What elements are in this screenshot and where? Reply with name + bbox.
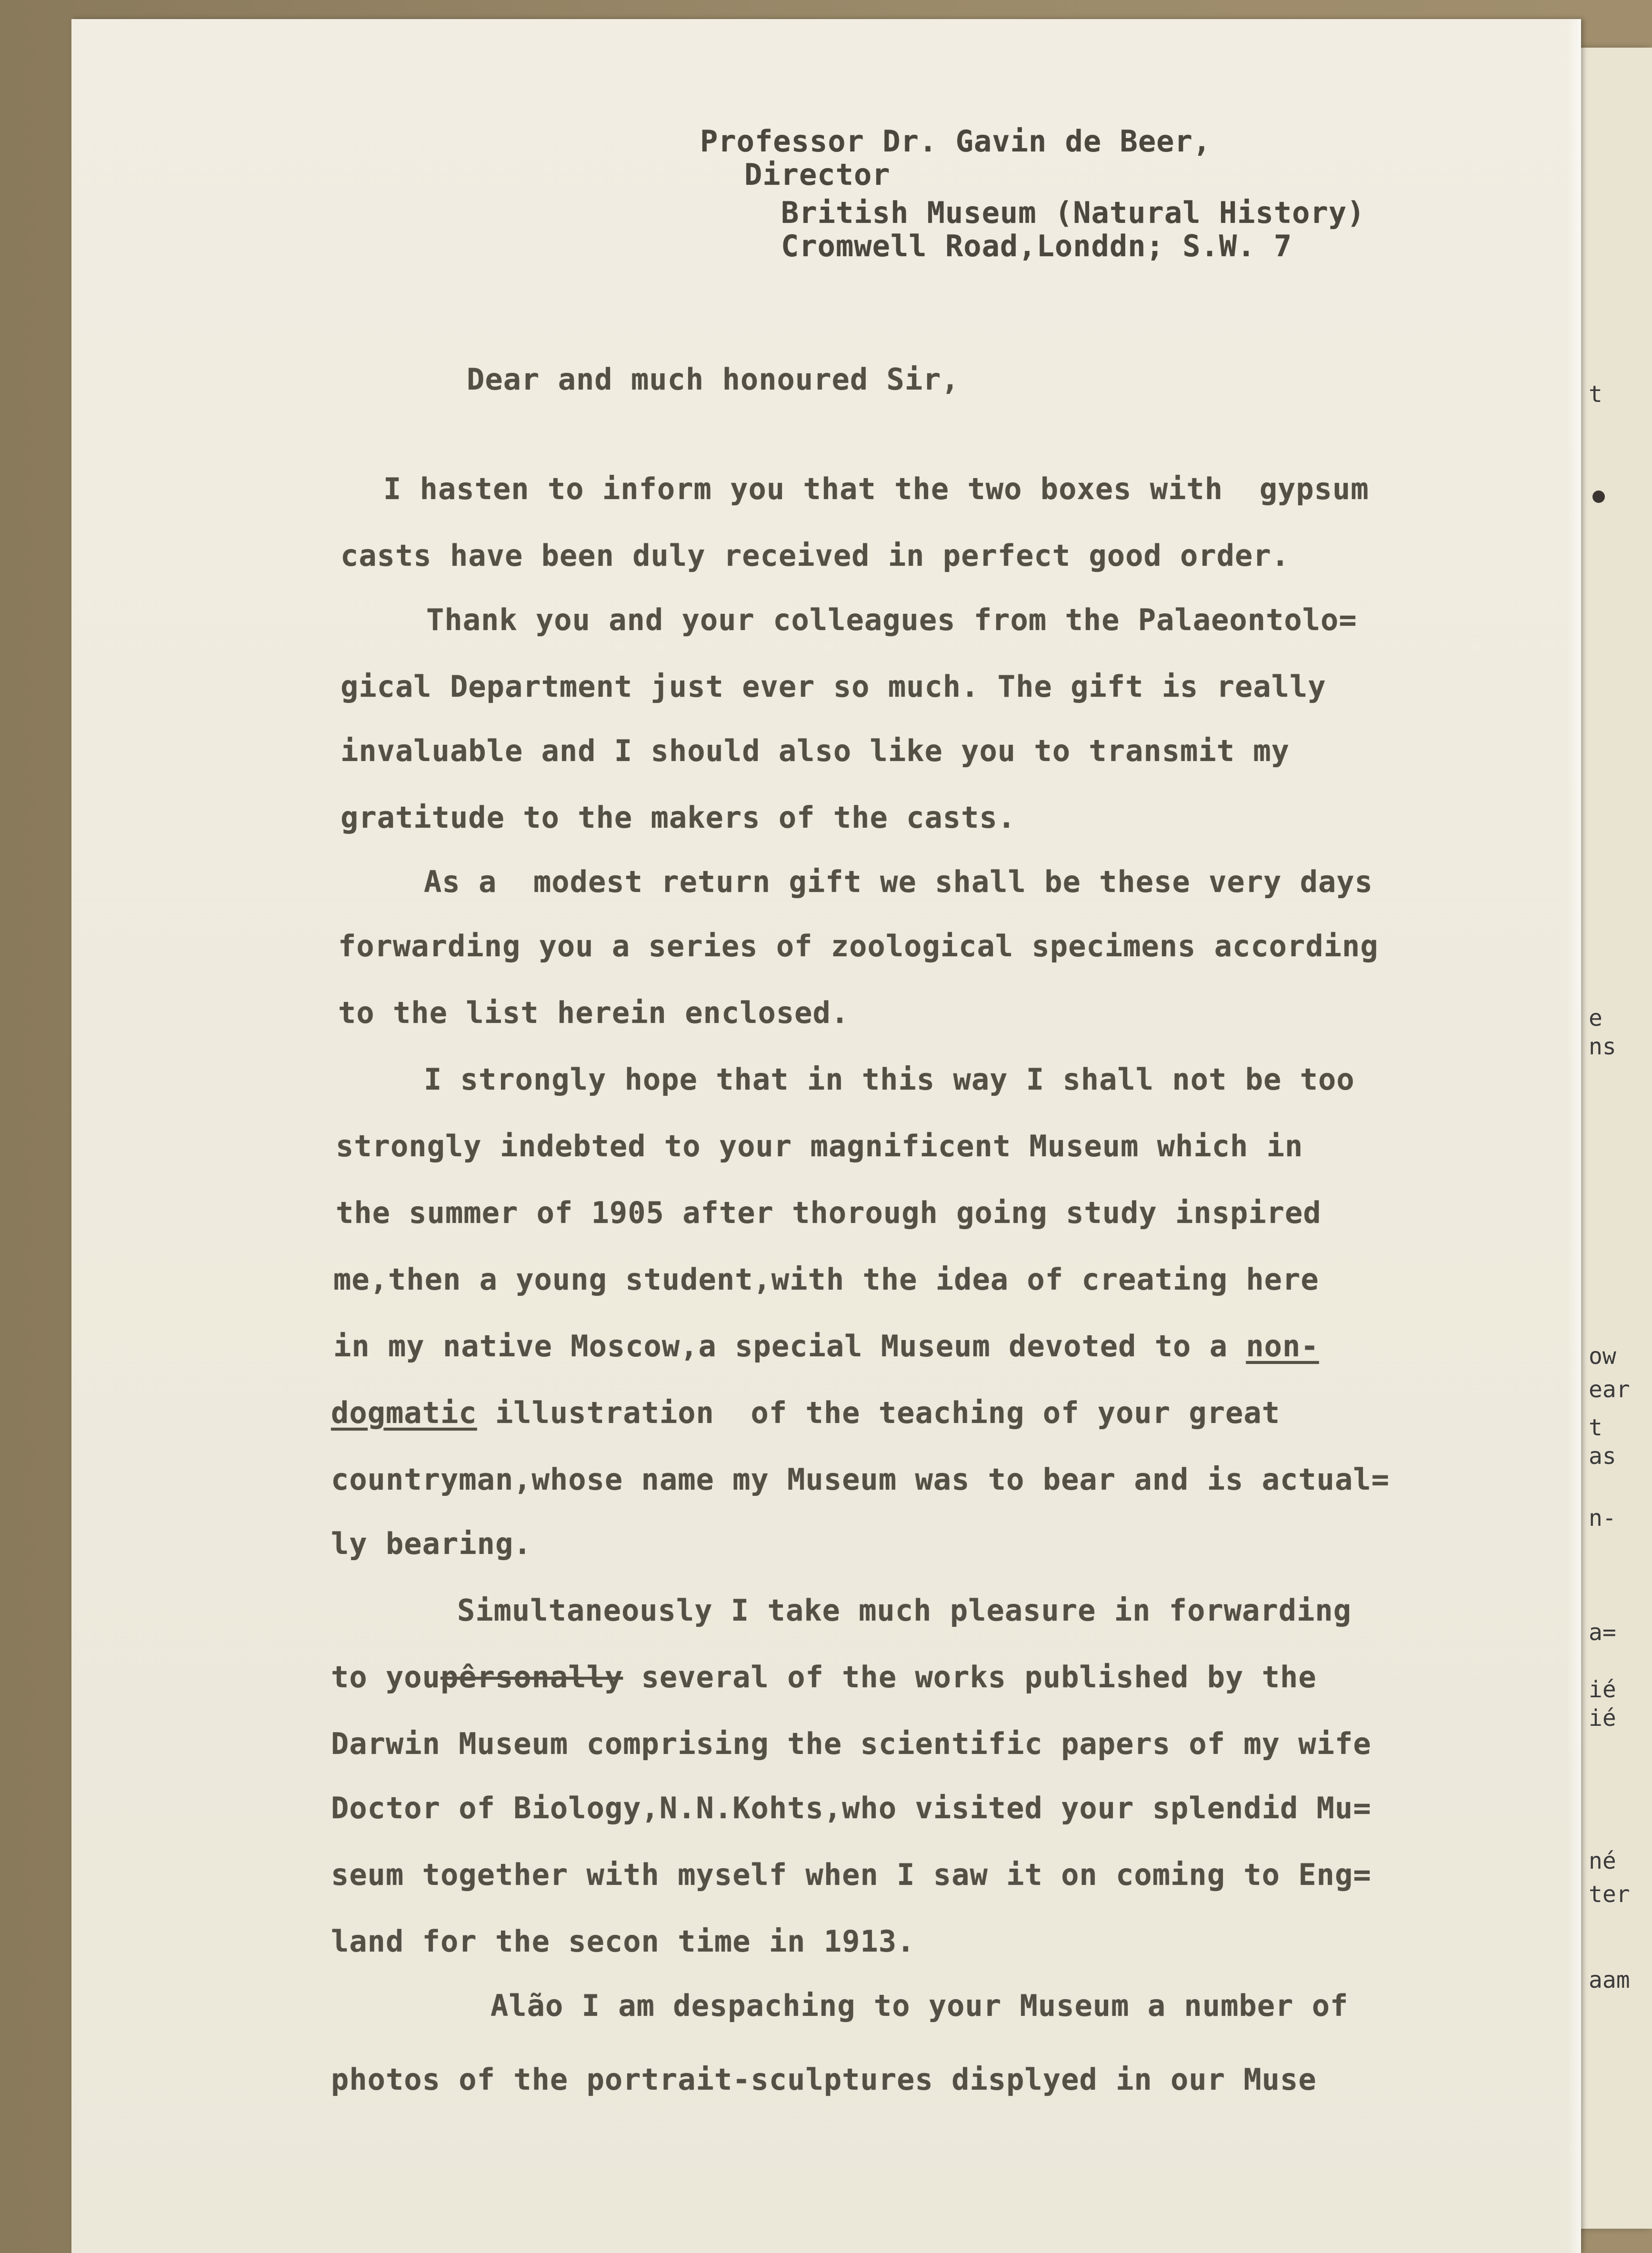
letter-line: photos of the portrait-sculptures displyed in our Muse [331, 2062, 1317, 2097]
margin-fragment: t [1589, 381, 1602, 408]
margin-fragment: ns [1589, 1033, 1616, 1060]
letter-line: the summer of 1905 after thorough going study inspired [336, 1195, 1322, 1230]
margin-fragment: as [1589, 1443, 1616, 1470]
letter-text: in my native Moscow,a special Museum devoted to a [333, 1329, 1246, 1363]
margin-fragment: t [1589, 1414, 1602, 1441]
letter-line: seum together with myself when I saw it on coming to Eng= [331, 1857, 1372, 1892]
letter-line: Thank you and your colleagues from the Palaeontolo= [426, 602, 1357, 637]
letter-line: I hasten to inform you that the two boxes with gypsum [383, 471, 1369, 506]
letter-line: gical Department just ever so much. The gift is really [340, 669, 1326, 704]
letter-line: gratitude to the makers of the casts. [340, 800, 1016, 835]
letter-line [331, 1395, 1280, 1430]
margin-fragment: n- [1589, 1505, 1616, 1532]
letter-line: me,then a young student,with the idea of creating here [333, 1262, 1319, 1297]
letter-line: Doctor of Biology,N.N.Kohts,who visited your splendid Mu= [331, 1791, 1372, 1825]
margin-fragment: ear [1589, 1376, 1630, 1403]
margin-fragment: a= [1589, 1619, 1616, 1646]
letter-line: strongly indebted to your magnificent Museum which in [336, 1129, 1303, 1163]
letter-text: to you [331, 1660, 441, 1694]
margin-fragment: e [1589, 1005, 1602, 1031]
letter-text: several of the works published by the [623, 1660, 1317, 1694]
letter-line: countryman,whose name my Museum was to bear and is actual= [331, 1462, 1390, 1497]
letter-line [331, 1660, 1317, 1694]
address-line-street: Cromwell Road,Londdn; S.W. 7 [781, 229, 1292, 263]
salutation: Dear and much honoured Sir, [467, 362, 960, 397]
letter-line: I strongly hope that in this way I shall not be too [424, 1062, 1355, 1097]
corrected-word: pêrsonally [440, 1660, 623, 1694]
address-line-title: Director [744, 157, 891, 192]
letter-line: forwarding you a series of zoological specimens according [338, 929, 1379, 963]
typewritten-letter-page [71, 19, 1581, 2253]
letter-line: As a modest return gift we shall be these very days [424, 864, 1373, 899]
letter-line: to the list herein enclosed. [338, 995, 850, 1030]
letter-line: Simultaneously I take much pleasure in forwarding [457, 1593, 1352, 1628]
margin-fragment: ié [1589, 1705, 1616, 1732]
letter-text: illustration of the teaching of your great [477, 1395, 1281, 1430]
underlying-page [1572, 48, 1652, 2229]
letter-line: Alão I am despaching to your Museum a number of [491, 1988, 1349, 2023]
letter-line: Darwin Museum comprising the scientific papers of my wife [331, 1726, 1372, 1761]
ink-blot [1592, 491, 1605, 503]
margin-fragment: ter [1589, 1881, 1630, 1908]
margin-fragment: ié [1589, 1676, 1616, 1703]
letter-line: invaluable and I should also like you to transmit my [340, 733, 1290, 768]
address-line-name: Professor Dr. Gavin de Beer, [700, 124, 1211, 159]
underlined-word: dogmatic [331, 1395, 477, 1430]
letter-line [333, 1329, 1319, 1363]
margin-fragment: aam [1589, 1967, 1630, 1993]
margin-fragment: ow [1589, 1343, 1616, 1370]
margin-fragment: né [1589, 1848, 1616, 1874]
letter-line: casts have been duly received in perfect good order. [340, 538, 1290, 573]
letter-line: ly bearing. [331, 1526, 532, 1561]
letter-line: land for the secon time in 1913. [331, 1924, 915, 1959]
address-line-institution: British Museum (Natural History) [781, 195, 1365, 230]
underlined-word: non- [1246, 1329, 1319, 1363]
